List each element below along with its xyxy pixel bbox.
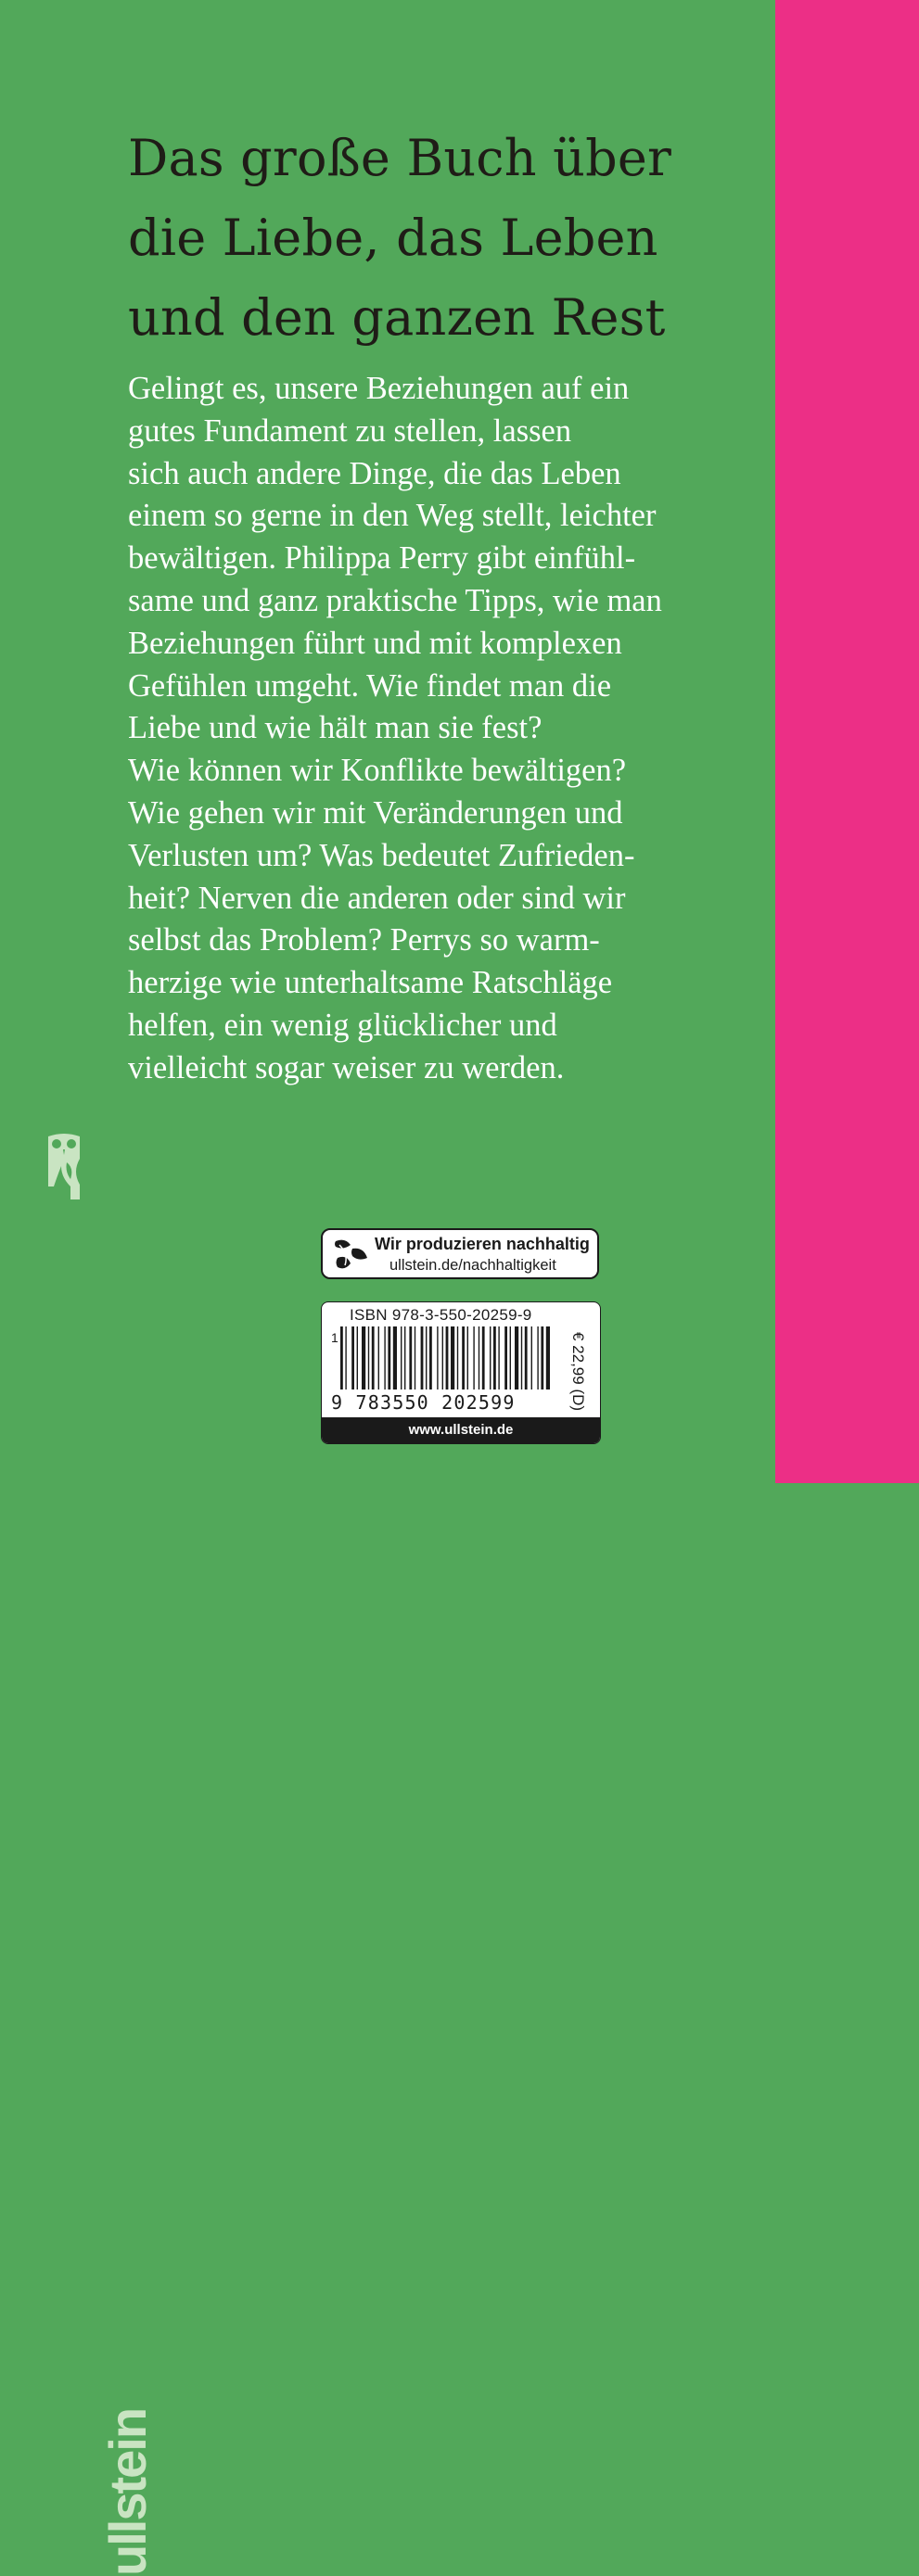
blurb-line: gutes Fundament zu stellen, lassen: [128, 412, 572, 449]
price-label: € 22,99 (D): [569, 1332, 587, 1412]
blurb-line: Wie können wir Konflikte bewältigen?: [128, 753, 627, 789]
isbn-number: ISBN 978-3-550-20259-9: [350, 1306, 532, 1324]
blurb-line: heit? Nerven die anderen oder sind wir: [128, 880, 626, 916]
sustainability-badge: [321, 1228, 599, 1279]
blurb-line: selbst das Problem? Perrys so warm-: [128, 922, 600, 958]
blurb-line: Liebe und wie hält man sie fest?: [128, 710, 542, 746]
publisher-website: www.ullstein.de: [322, 1417, 600, 1443]
blurb-line: Verlusten um? Was bedeutet Zufrieden-: [128, 837, 635, 873]
blurb-line: helfen, ein wenig glücklicher und: [128, 1007, 557, 1043]
blurb-line: vielleicht sogar weiser zu werden.: [128, 1049, 565, 1085]
blurb-line: sich auch andere Dinge, die das Leben: [128, 455, 621, 491]
blurb-line: bewältigen. Philippa Perry gibt einfühl-: [128, 540, 636, 577]
sustainability-title: Wir produzieren nachhaltig: [375, 1235, 590, 1253]
leaf-icon: [330, 1236, 371, 1275]
blurb-line: einem so gerne in den Weg stellt, leichter: [128, 498, 657, 534]
barcode-addon-digit: 1: [331, 1330, 338, 1345]
headline-line: und den ganzen Rest: [128, 288, 666, 347]
owl-icon: [45, 1131, 83, 1201]
publisher-logo: [26, 1131, 157, 2576]
headline-line: die Liebe, das Leben: [128, 209, 658, 267]
headline-line: Das große Buch über: [128, 129, 672, 187]
blurb-line: Beziehungen führt und mit komplexen: [128, 625, 622, 661]
blurb-line: Wie gehen wir mit Veränderungen und: [128, 794, 623, 831]
barcode-box: [321, 1301, 601, 1444]
blurb-text: [128, 368, 759, 1090]
sustainability-url: ullstein.de/nachhaltigkeit: [389, 1257, 556, 1274]
blurb-line: herzige wie unterhaltsame Ratschläge: [128, 965, 613, 1001]
headline: [128, 119, 759, 358]
publisher-logo-text: ullstein: [98, 2408, 157, 2576]
blurb-line: Gelingt es, unsere Beziehungen auf ein: [128, 371, 630, 406]
pink-spine-stripe: [775, 0, 919, 1483]
barcode-digits: 9 783550 202599: [331, 1391, 516, 1414]
blurb-line: same und ganz praktische Tipps, wie man: [128, 582, 662, 618]
blurb-line: Gefühlen umgeht. Wie findet man die: [128, 667, 612, 704]
